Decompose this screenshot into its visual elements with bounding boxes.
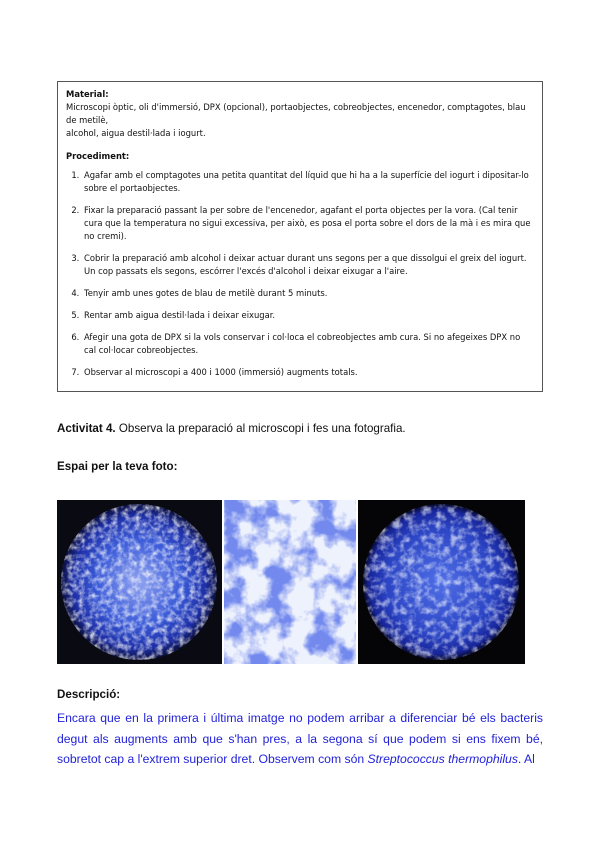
micrograph-photo-2 xyxy=(224,500,356,664)
procedure-step-5: 5. Rentar amb aigua destil·lada i deixar eixugar. xyxy=(82,309,534,322)
procedure-step-2: 2. Fixar la preparació passant la per sobre de l'encenedor, agafant el porta objectes per la vora. (Cal tenir cura que la temperatura no sigui excessiva, per això, es posa el porta sobre el dors de la mà i es mira que no cremi). xyxy=(82,204,534,243)
procedure-step-6: 6. Afegir una gota de DPX si la vols conservar i col·loca el cobreobjectes amb cura. Si no afegeixes DPX no cal col·locar cobreobjectes. xyxy=(82,331,534,357)
photo-space-label: Espai per la teva foto: xyxy=(57,460,178,473)
description-text xyxy=(57,708,543,770)
material-text xyxy=(66,101,534,140)
micrograph-photo-1 xyxy=(57,500,222,664)
procedure-step-7: 7. Observar al microscopi a 400 i 1000 (immersió) augments totals. xyxy=(82,366,534,379)
material-heading: Material: xyxy=(66,89,109,99)
micrograph-photos xyxy=(57,500,525,664)
activity-text: Observa la preparació al microscopi i fes una fotografia. xyxy=(115,422,406,435)
material-line-2: alcohol, aigua destil·lada i iogurt. xyxy=(66,128,206,138)
micrograph-photo-3 xyxy=(358,500,525,664)
activity-instruction xyxy=(57,422,406,435)
description-tail: . Al xyxy=(517,752,535,766)
material-procedure-box xyxy=(57,81,543,392)
activity-label: Activitat 4. xyxy=(57,422,116,435)
procedure-step-1: 1. Agafar amb el comptagotes una petita quantitat del líquid que hi ha a la superfície del iogurt i dipositar-lo sobre el portaobjectes. xyxy=(82,169,534,195)
description-heading: Descripció: xyxy=(57,688,121,701)
procedure-steps xyxy=(66,169,534,379)
species-name: Streptococcus thermophilus xyxy=(367,752,518,766)
material-line-1: Microscopi òptic, oli d'immersió, DPX (opcional), portaobjectes, cobreobjectes, encenedor, comptagotes, blau de metilè, xyxy=(66,102,526,125)
procedure-step-4: 4. Tenyir amb unes gotes de blau de metilè durant 5 minuts. xyxy=(82,287,534,300)
procedure-step-3: 3. Cobrir la preparació amb alcohol i deixar actuar durant uns segons per a que dissolgui el greix del iogurt. Un cop passats els segons, escórrer l'excés d'alcohol i deixar eixugar a l'aire. xyxy=(82,252,534,278)
procedure-heading: Procediment: xyxy=(66,151,130,161)
description-body: Encara que en la primera i última imatge no podem arribar a diferenciar bé els bacteris degut als augments amb que s'han pres, a la segona sí que podem si ens fixem bé, sobretot cap a l'extrem superior dret. Observem com són xyxy=(57,711,543,766)
